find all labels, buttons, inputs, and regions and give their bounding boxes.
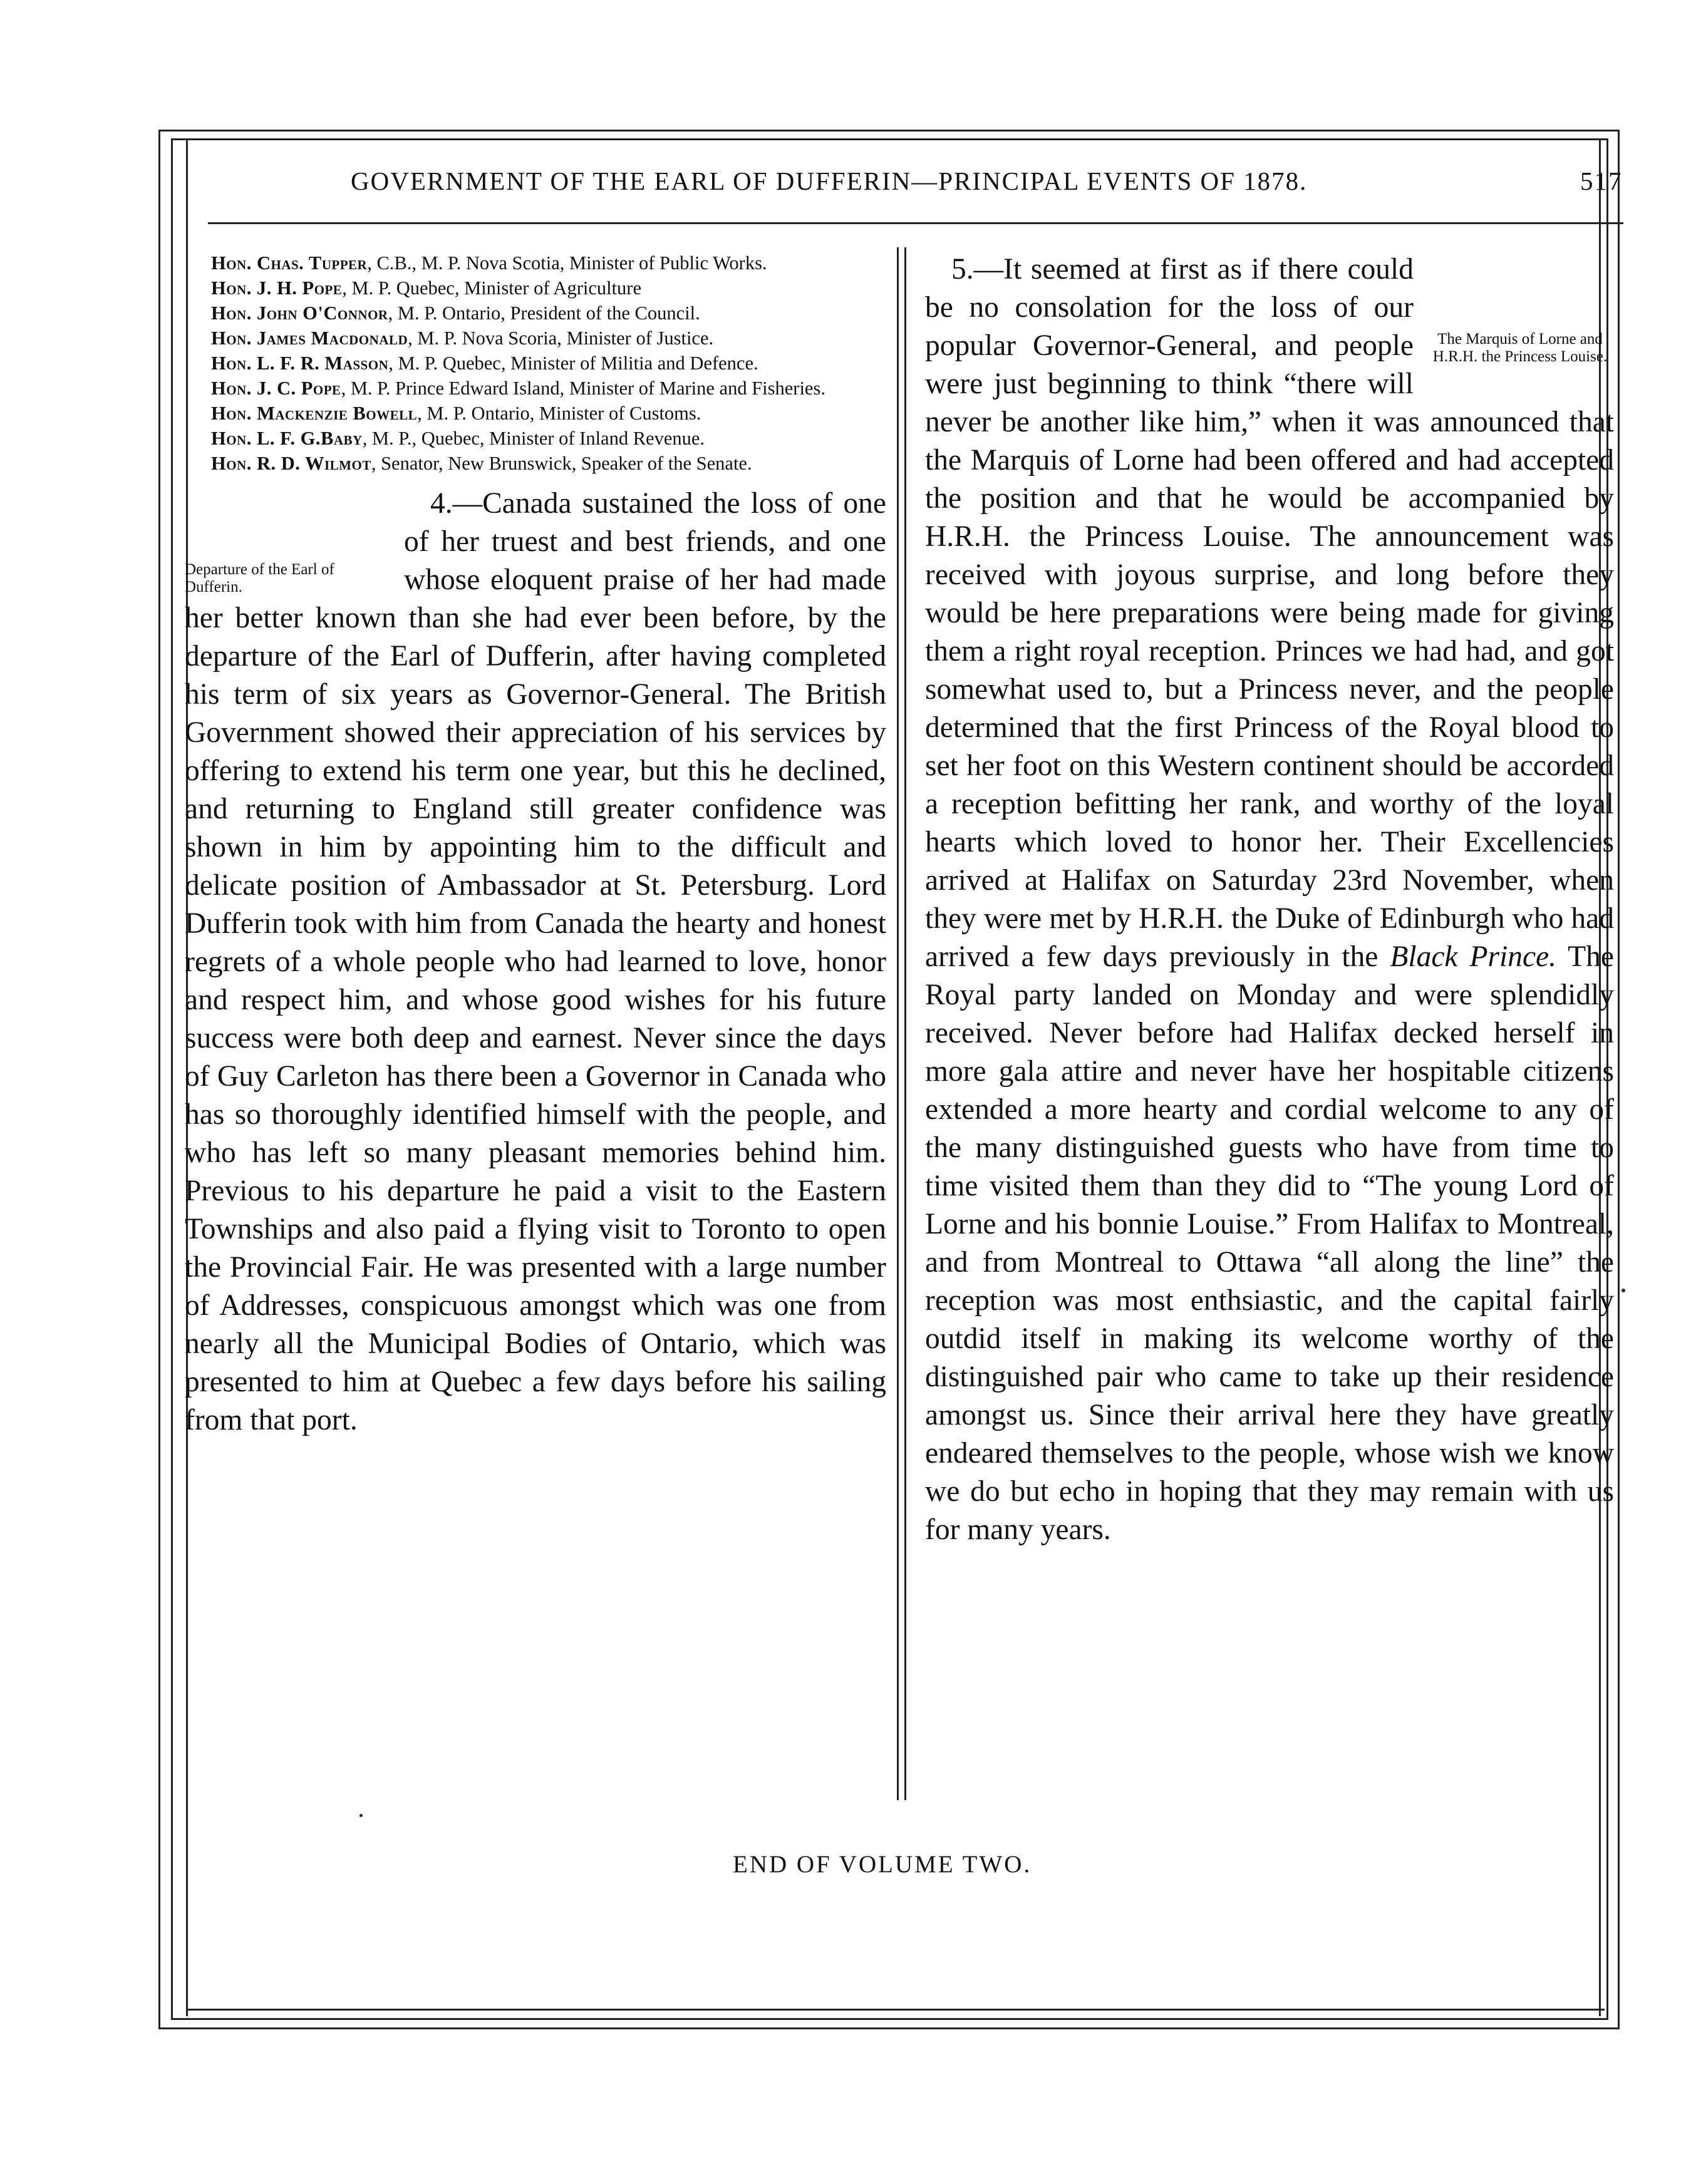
page-number: 517 — [1580, 167, 1623, 195]
end-of-volume: END OF VOLUME TWO. — [733, 1851, 1032, 1878]
column-divider-right — [904, 247, 906, 1800]
minister-entry: Hon. R. D. Wilmot, Senator, New Brunswick, Speaker of the Senate. — [211, 453, 752, 474]
section-5-text-part2: The Royal party landed on Monday and were splendidly received. Never before had Halifax decked herself in more gala attire and never have her hospitable citizens extended a more hearty and cordial welcome to any of the many distinguished guests who have from time to time visited them than they did to “The young Lord of Lorne and his bonnie Louise.” From Halifax to Montreal, and from Montreal to Ottawa “all along the line” the reception was most enthsiastic, and the capital fairly outdid itself in making its welcome worthy of the distinguished pair who came to take up their residence amongst us. Since their arrival here they have greatly endeared themselves to the people, whose wish we know we do but echo in hoping that they may remain with us for many years. — [925, 940, 1615, 1546]
minister-entry: Hon. John O'Connor, M. P. Ontario, President of the Council. — [211, 302, 700, 324]
right-column — [925, 250, 1614, 1549]
sidenote-marquis: The Marquis of Lorne and H.R.H. the Princess Louise. — [1432, 331, 1608, 365]
minister-entry: Hon. J. C. Pope, M. P. Prince Edward Island, Minister of Marine and Fisheries. — [211, 378, 825, 399]
header-rule — [208, 222, 1623, 224]
minister-entry: Hon. Chas. Tupper, C.B., M. P. Nova Scotia, Minister of Public Works. — [211, 252, 767, 274]
section-5-paragraph — [925, 250, 1614, 1549]
column-divider-left — [897, 247, 899, 1800]
minister-entry: Hon. James Macdonald, M. P. Nova Scoria, Minister of Justice. — [211, 327, 714, 349]
minister-entry: Hon. L. F. R. Masson, M. P. Quebec, Minister of Militia and Defence. — [211, 353, 758, 374]
section-4-paragraph: 4.—Canada sustained the loss of one of her truest and best friends, and one whose eloquent praise of her had made her better known than she had ever been before, by the departure of the Earl of Dufferin, after having completed his term of six years as Governor-General. The British Government showed their appreciation of his services by offering to extend his term one year, but this he declined, and returning to England still greater confidence was shown in him by appointing him to the difficult and delicate position of Ambassador at St. Petersburg. Lord Dufferin took with him from Canada the hearty and honest regrets of a whole people who had learned to love, honor and respect him, and whose good wishes for his future success were both deep and earnest. Never since the days of Guy Carleton has there been a Governor in Canada who has so thoroughly identified himself with the people, and who has left so many pleasant memories behind him. Previous to his departure he paid a visit to the Eastern Townships and also paid a flying visit to Toronto to open the Provincial Fair. He was presented with a large number of Addresses, conspicuous amongst which was one from nearly all the Municipal Bodies of Ontario, which was presented to him at Quebec a few days before his sailing from that port. — [185, 487, 886, 1436]
print-mark — [1622, 1289, 1625, 1292]
section-5-text-part1: 5.—It seemed at first as if there could be no consolation for the loss of our popular Governor-General, and people were just beginning to think “there will never be another like him,” when it was announced that the Marquis of Lorne had been offered and had accepted the position and that he would be accompanied by H.R.H. the Princess Louise. The announcement was received with joyous surprise, and long before they would be here preparations were being made for giving them a right royal reception. Princes we had had, and got somewhat used to, but a Princess never, and the people determined that the first Princess of the Royal blood to set her foot on this Western continent should be accorded a reception befitting her rank, and worthy of the loyal hearts which loved to honor her. Their Excellencies arrived at Halifax on Saturday 23rd November, when they were met by H.R.H. the Duke of Edinburgh who had arrived a few days previously in the — [925, 253, 1614, 973]
left-column — [185, 250, 886, 1440]
minister-entry: Hon. J. H. Pope, M. P. Quebec, Minister of Agriculture — [211, 277, 642, 299]
bottom-frame-rule — [186, 2009, 1605, 2011]
sidenote-departure: Departure of the Earl of Dufferin. — [185, 561, 334, 595]
print-mark — [359, 1814, 363, 1817]
section-4 — [185, 485, 886, 1440]
ministers-list — [185, 250, 886, 476]
ship-name: Black Prince. — [1390, 940, 1557, 973]
minister-entry: Hon. Mackenzie Bowell, M. P. Ontario, Minister of Customs. — [211, 403, 701, 424]
header-title: GOVERNMENT OF THE EARL OF DUFFERIN—PRINCIPAL EVENTS OF 1878. — [351, 167, 1308, 195]
minister-entry: Hon. L. F. G.Baby, M. P., Quebec, Minister of Inland Revenue. — [211, 428, 705, 449]
